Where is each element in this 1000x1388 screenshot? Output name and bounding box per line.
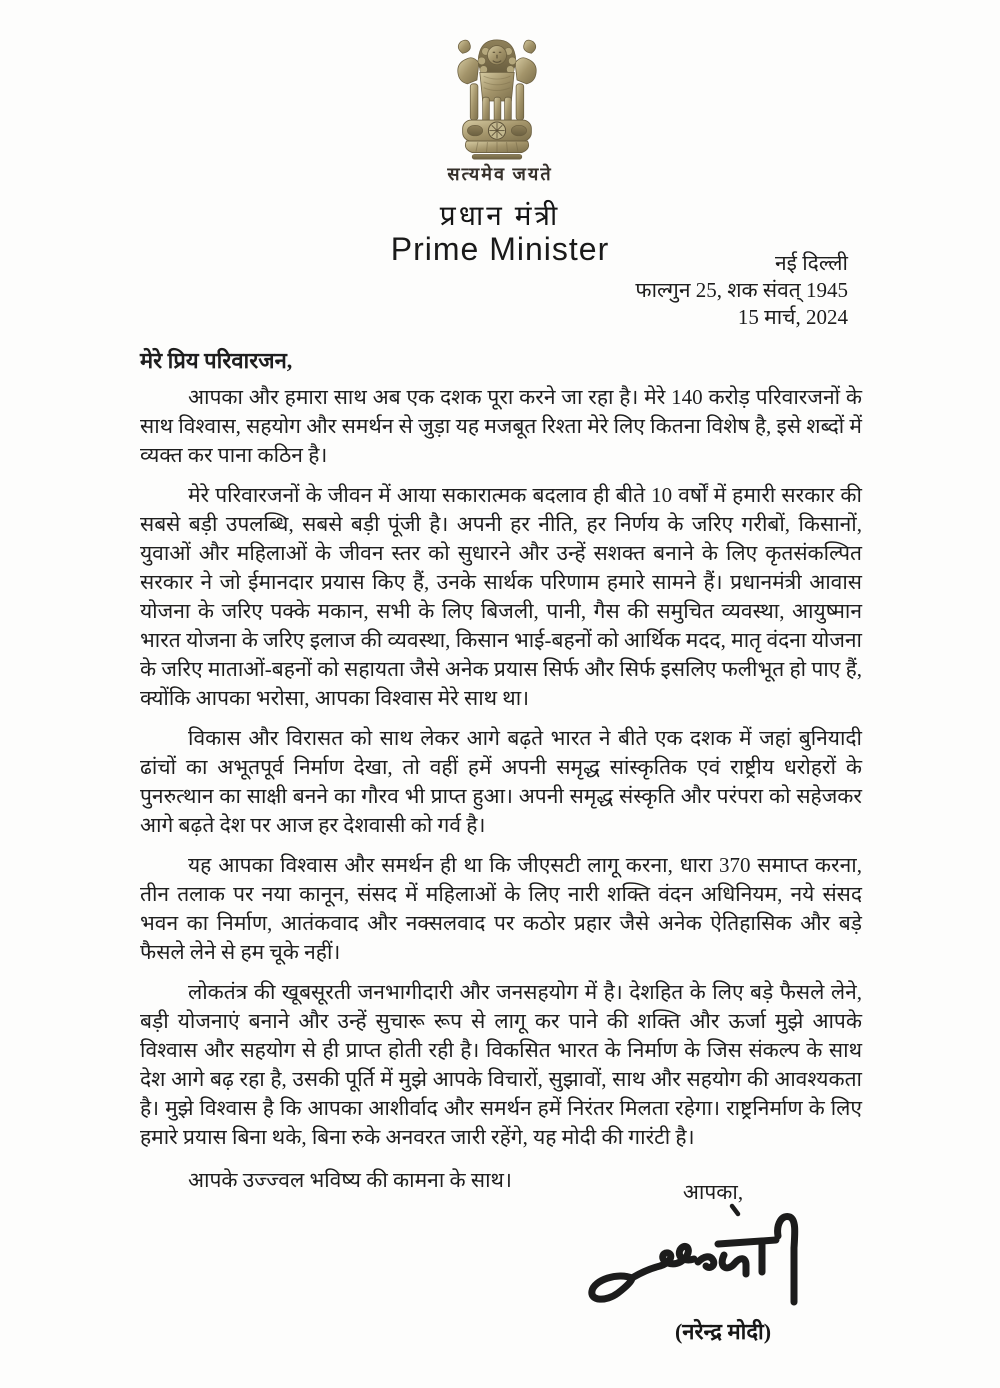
paragraph-4: यह आपका विश्वास और समर्थन ही था कि जीएसटी लागू करना, धारा 370 समाप्त करना, तीन तलाक पर नया कानून, संसद में महिलाओं के लिए नारी शक्ति वंदन अधिनियम, नये संसद भवन का निर्माण, आतंकवाद और नक्सलवाद पर कठोर प्रहार जैसे अनेक ऐतिहासिक और बड़े फैसले लेने से हम चूके नहीं। (140, 853, 862, 964)
gregorian-date-line: 15 मार्च, 2024 (737, 305, 848, 329)
signer-name: (नरेन्द्र मोदी) (674, 1319, 772, 1344)
valediction: आपका, (682, 1180, 744, 1204)
handwritten-signature (580, 1200, 815, 1315)
letterhead-title-hindi: प्रधान मंत्री (439, 201, 561, 232)
state-emblem-of-india-icon (447, 38, 547, 164)
paragraph-5: लोकतंत्र की खूबसूरती जनभागीदारी और जनसहयोग में है। देशहित के लिए बड़े फैसले लेने, बड़ी योजनाएं बनाने और उन्हें सुचारू रूप से लागू कर पाने की शक्ति और ऊर्जा मुझे आपके विश्वास और सहयोग से ही प्राप्त होती रही है। विकसित भारत के निर्माण के जिस संकल्प के साथ देश आगे बढ़ रहा है, उसकी पूर्ति में मुझे आपके विचारों, सुझावों, साथ और सहयोग की आवश्यकता है। मुझे विश्वास है कि आपका आशीर्वाद और समर्थन हमें निरंतर मिलता रहेगा। राष्ट्रनिर्माण के लिए हमारे प्रयास बिना थके, बिना रुके अनवरत जारी रहेंगे, यह मोदी की गारंटी है। (140, 980, 862, 1149)
paragraph-2: मेरे परिवारजनों के जीवन में आया सकारात्मक बदलाव ही बीते 10 वर्षों में हमारी सरकार की सबसे बड़ी उपलब्धि, सबसे बड़ी पूंजी है। अपनी हर नीति, हर निर्णय के जरिए गरीबों, किसानों, युवाओं और महिलाओं के जीवन स्तर को सुधारने और उन्हें सशक्त बनाने के लिए कृतसंकल्पित सरकार ने जो ईमानदार प्रयास किए हैं, उनके सार्थक परिणाम हमारे सामने हैं। प्रधानमंत्री आवास योजना के जरिए पक्के मकान, सभी के लिए बिजली, पानी, गैस की समुचित व्यवस्था, आयुष्मान भारत योजना के जरिए इलाज की व्यवस्था, किसान भाई-बहनों को आर्थिक मदद, मातृ वंदना योजना के जरिए माताओं-बहनों को सहायता जैसे अनेक प्रयास सिर्फ और सिर्फ इसलिए फलीभूत हो पाए हैं, क्योंकि आपका भरोसा, आपका विश्वास मेरे साथ था। (140, 483, 862, 710)
paragraph-3: विकास और विरासत को साथ लेकर आगे बढ़ते भारत ने बीते एक दशक में जहां बुनियादी ढांचों का अभूतपूर्व निर्माण देखा, तो वहीं हमें अपनी समृद्ध सांस्कृतिक एवं राष्ट्रीय धरोहरों के पुनरुत्थान का साक्षी बनने का गौरव भी प्राप्त हुआ। अपनी समृद्ध संस्कृति और परंपरा को सहेजकर आगे बढ़ते देश पर आज हर देशवासी को गर्व है। (140, 726, 862, 837)
salutation: मेरे प्रिय परिवारजन, (140, 348, 293, 373)
place-line: नई दिल्ली (775, 251, 848, 275)
paragraph-1: आपका और हमारा साथ अब एक दशक पूरा करने जा रहा है। मेरे 140 करोड़ परिवारजनों के साथ विश्वास, सहयोग और समर्थन से जुड़ा यह मजबूत रिश्ता मेरे लिए कितना विशेष है, इसे शब्दों में व्यक्त कर पाना कठिन है। (140, 385, 862, 467)
saka-date-line: फाल्गुन 25, शक संवत् 1945 (635, 278, 848, 302)
closing-line: आपके उज्ज्वल भविष्य की कामना के साथ। (188, 1168, 512, 1192)
letter-body (140, 346, 862, 1195)
date-block (635, 250, 848, 331)
letterhead-title-english: Prime Minister (390, 231, 610, 267)
emblem-motto: सत्यमेव जयते (447, 164, 553, 184)
